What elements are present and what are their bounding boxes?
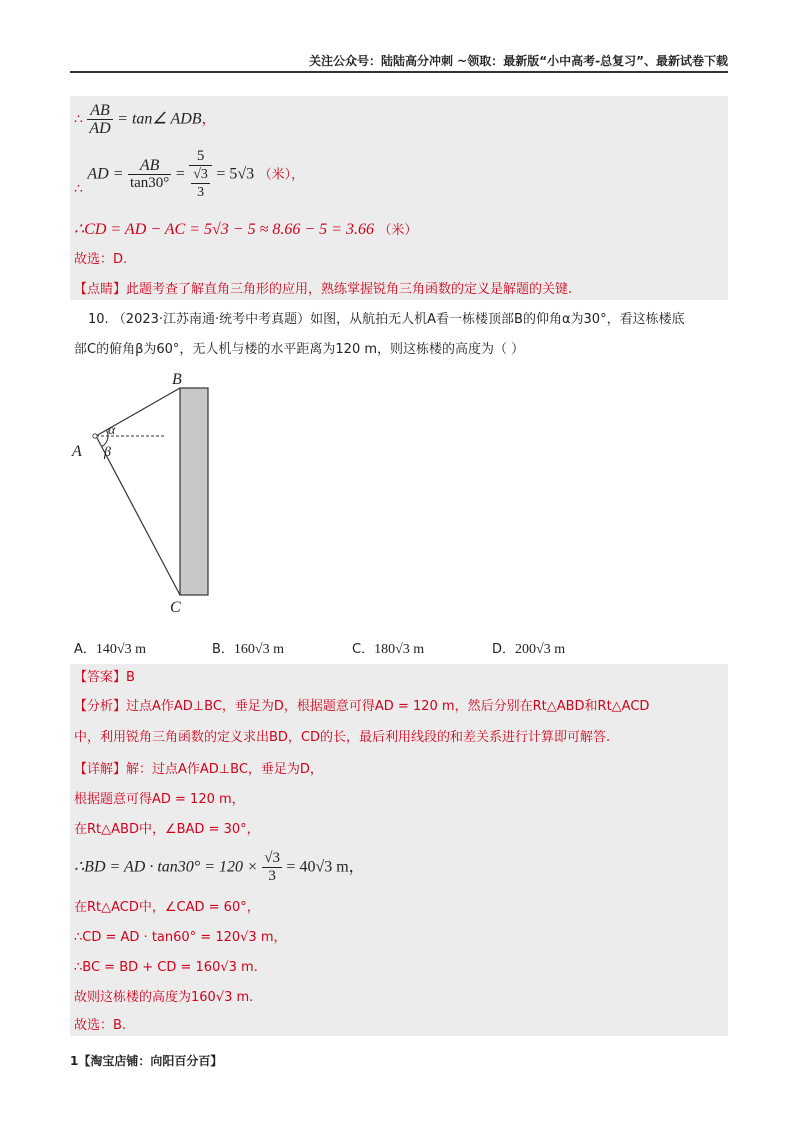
option-b[interactable]: B．160√3 m	[212, 642, 284, 657]
fraction-ab-tan30: $\frac{AB}{\tan 30^\circ}$	[129, 157, 170, 191]
prev-line-1-rhs: = tan∠ ADB	[117, 110, 202, 128]
option-a[interactable]: A．140√3 m	[74, 642, 146, 657]
answer-tag: 【答案】	[74, 670, 127, 685]
detail-line-4-lhs: ∴BD = AD · tan30° = 120 ×	[74, 858, 258, 876]
prev-line-1: ∴ $\frac{AB}{AD}$ = tan∠ ADB，	[74, 102, 216, 137]
building-figure	[60, 368, 240, 618]
detail-line-8: 故则这栋楼的高度为160√3 m.	[74, 990, 254, 1005]
therefore-symbol: ∴	[74, 111, 83, 128]
analysis-line-2: 中，利用锐角三角函数的定义求出BD，CD的长，最后利用线段的和差关系进行计算即可解答.	[74, 730, 611, 745]
comment-tag: 【点睛】	[74, 282, 127, 297]
comment-text: 此题考查了解直角三角形的应用，熟练掌握锐角三角函数的定义是解题的关键.	[126, 282, 573, 297]
detail-line-4	[74, 850, 365, 885]
detail-line-6: ∴CD = AD · tan60° = 120√3 m，	[74, 930, 287, 945]
therefore-symbol: ∴	[74, 180, 83, 197]
analysis-text-1: 过点A作AD⊥BC，垂足为D，根据题意可得AD = 120 m，然后分别在Rt△ABD和Rt△ACD	[126, 699, 650, 714]
prev-line-3	[74, 220, 417, 241]
label-c: C	[170, 599, 181, 616]
answer-line	[74, 668, 135, 688]
page-footer: 1【淘宝店铺：向阳百分百】	[70, 1054, 223, 1068]
prev-choice: 故选：D.	[74, 252, 128, 267]
option-c[interactable]: C．180√3 m	[352, 642, 425, 657]
prev-line-3-eq: ∴CD = AD − AC = 5√3 − 5 ≈ 8.66 − 5 = 3.66	[74, 221, 374, 238]
building	[180, 388, 208, 595]
detail-line-7: ∴BC = BD + CD = 160√3 m.	[74, 960, 258, 975]
detail-line-1	[74, 760, 323, 780]
question-line-2: 部C的俯角β为60°，无人机与楼的水平距离为120 m，则这栋楼的高度为（ ）	[74, 342, 525, 357]
detail-line-5: 在Rt△ACD中，∠CAD = 60°，	[74, 900, 260, 915]
prev-line-2-lhs: AD =	[87, 165, 124, 183]
header-rule	[70, 71, 728, 73]
label-b: B	[172, 371, 182, 388]
unit-meters: （米），	[258, 167, 305, 183]
detail-line-2: 根据题意可得AD = 120 m，	[74, 792, 245, 807]
analysis-tag: 【分析】	[74, 699, 127, 714]
prev-line-2: ∴ AD = $\frac{AB}{\tan 30^\circ}$ = $\frac{5}{\frac{√3}{3}}$ = 5√3 （米），	[74, 148, 305, 200]
page-header: 关注公众号：陆陆高分冲刺 ~领取：最新版“小中高考-总复习”、最新试卷下载	[309, 54, 728, 68]
answer-value: B	[126, 670, 135, 685]
label-beta: β	[104, 445, 111, 460]
fraction-root3-over-3: $\frac{√3}{3}$	[264, 850, 280, 884]
comment-line	[74, 280, 572, 300]
detail-line-3: 在Rt△ABD中，∠BAD = 30°，	[74, 822, 260, 837]
question-line-1: 10. （2023·江苏南通·统考中考真题）如图，从航拍无人机A看一栋楼顶部B的仰角α为30°，看这栋楼底	[88, 312, 685, 327]
detail-line-4-rhs: = 40√3 m，	[286, 858, 365, 876]
drone-marker	[93, 434, 97, 438]
label-a: A	[72, 443, 82, 460]
prev-line-2-result: = 5√3	[216, 165, 255, 183]
label-alpha: α	[108, 423, 116, 438]
option-d[interactable]: D．200√3 m	[492, 642, 566, 657]
detail-line-9: 故选：B.	[74, 1018, 127, 1033]
fraction-ab-ad: $\frac{AB}{AD}$	[89, 102, 111, 137]
fraction-5-root3-over-3: $\frac{5}{\frac{√3}{3}}$	[189, 148, 212, 201]
analysis-line-1	[74, 697, 649, 717]
unit-meters: （米）	[378, 223, 418, 238]
detail-tag: 【详解】	[74, 762, 127, 777]
detail-text-1: 解：过点A作AD⊥BC，垂足为D，	[126, 762, 323, 777]
